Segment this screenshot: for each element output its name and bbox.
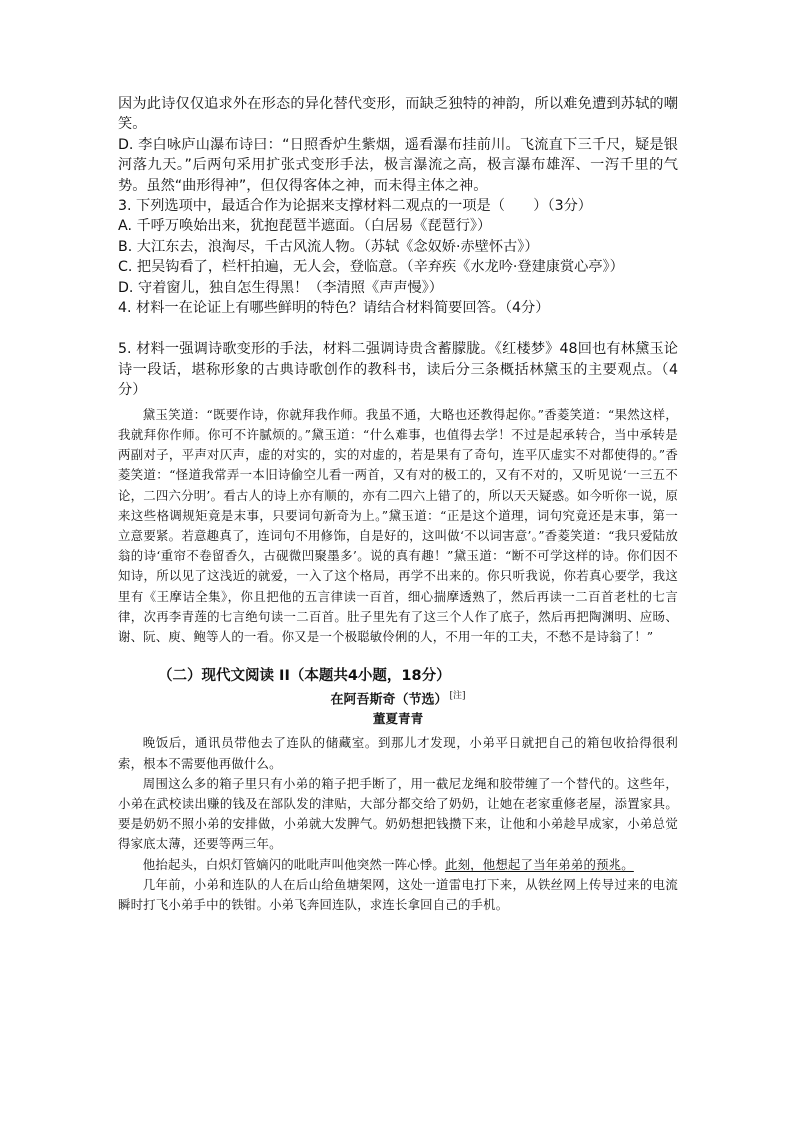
question-3-option-a: A. 千呼万唤始出来，犹抱琵琶半遮面。（白居易《琵琶行》） bbox=[118, 218, 492, 235]
footnote-marker: [注] bbox=[449, 691, 466, 702]
article-paragraph-1: 晚饭后，通讯员带他去了连队的储藏室。到那儿才发现，小弟平日就把自己的箱包收拾得很利索，根本不需要他再做什么。 bbox=[118, 735, 678, 771]
article-paragraph-3 bbox=[118, 855, 678, 875]
question-5-passage: 黛玉笑道：“既要作诗，你就拜我作师。我虽不通，大略也还教得起你。”香菱笑道：“果然这样，我就拜你作师。你可不许腻烦的。”黛玉道：“什么难事，也值得去学！不过是起承转合，当中承转是两副对子，平声对仄声，虚的对实的，实的对虚的，若是果有了奇句，连平仄虚实不对都使得的。”香菱笑道：“怪道我常弄一本旧诗偷空儿看一两首，又有对的极工的，又有不对的，又听见说‘一三五不论，二四六分明’。看古人的诗上亦有顺的，亦有二四六上错了的，所以天天疑惑。如今听你一说，原来这些格调规矩竟是末事，只要词句新奇为上。”黛玉道：“正是这个道理，词句究竟还是末事，第一立意要紧。若意趣真了，连词句不用修饰，自是好的，这叫做‘不以词害意’。”香菱笑道：“我只爱陆放翁的诗‘重帘不卷留香久，古砚微凹聚墨多’。说的真有趣！”黛玉道：“断不可学这样的诗。你们因不知诗，所以见了这浅近的就爱，一入了这个格局，再学不出来的。你只听我说，你若真心要学，我这里有《王摩诘全集》，你且把他的五言律读一百首，细心揣摩透熟了，然后再读一二百首老杜的七言律，次再李青莲的七言绝句读一二百首。肚子里先有了这三个人作了底子，然后再把陶渊明、应旸、谢、阮、庾、鲍等人的一看。你又是一个极聪敏伶俐的人，不用一年的工夫，不愁不是诗翁了！” bbox=[118, 406, 678, 644]
answer-space bbox=[118, 318, 678, 339]
question-3-option-b: B. 大江东去，浪淘尽，千古风流人物。（苏轼《念奴娇·赤壁怀古》） bbox=[118, 238, 539, 255]
question-3-stem: 3. 下列选项中，最适合作为论据来支撑材料二观点的一项是（ ）（3分） bbox=[118, 198, 592, 215]
article-author: 董夏青青 bbox=[372, 711, 424, 727]
question-3-option-c: C. 把吴钩看了，栏杆拍遍，无人会，登临意。（辛弃疾《水龙吟·登建康赏心亭》） bbox=[118, 259, 624, 276]
option-c-continuation: 因为此诗仅仅追求外在形态的异化替代变形，而缺乏独特的神韵，所以难免遭到苏轼的嘲笑。 bbox=[118, 96, 678, 133]
question-5: 5. 材料一强调诗歌变形的手法，材料二强调诗贵含蓄朦胧。《红楼梦》48回也有林黛玉论诗一段话，堪称形象的古典诗歌创作的教科书，读后分三条概括林黛玉的主要观点。（4分） bbox=[118, 341, 678, 399]
article-paragraph-3-text: 他抬起头，白炽灯管嫡闪的吡吡声叫他突然一阵心悸。 bbox=[142, 856, 445, 872]
article-title bbox=[118, 687, 678, 709]
option-d-text: D. 李白咏庐山瀑布诗曰：“日照香炉生紫烟，遥看瀑布挂前川。飞流直下三千尺，疑是银河落九天。”后两句采用扩张式变形手法，极言瀑流之高，极言瀑布雄浑、一泻千里的气势。虽然“曲形得神”，但仅得客体之神，而未得主体之神。 bbox=[118, 136, 678, 194]
article-paragraph-2: 周围这么多的箱子里只有小弟的箱子把手断了，用一截尼龙绳和胶带缠了一个替代的。这些年，小弟在武校读出赚的钱及在部队发的津贴，大部分都交给了奶奶，让她在老家重修老屋，添置家具。要是奶奶不照小弟的安排做，小弟就大发脾气。奶奶想把钱攒下来，让他和小弟趁早成家，小弟总觉得家底太薄，还要等两三年。 bbox=[118, 775, 678, 852]
exam-page bbox=[118, 94, 678, 915]
article-title-text: 在阿吾斯奇（节选） bbox=[330, 692, 448, 708]
underlined-sentence: 此刻，他想起了当年弟弟的预兆。 bbox=[444, 856, 634, 872]
section-heading: （二）现代文阅读 II（本题共4小题，18分） bbox=[158, 668, 451, 685]
article-paragraph-4: 几年前，小弟和连队的人在后山给鱼塘架网，这处一道雷电打下来，从铁丝网上传导过来的电流瞬时打飞小弟手中的铁钳。小弟飞奔回连队，求连长拿回自己的手机。 bbox=[118, 876, 678, 913]
question-3-option-d: D. 守着窗儿，独自怎生得黑！（李清照《声声慢》） bbox=[118, 279, 443, 296]
question-4: 4. 材料一在论证上有哪些鲜明的特色？请结合材料简要回答。（4分） bbox=[118, 300, 550, 317]
